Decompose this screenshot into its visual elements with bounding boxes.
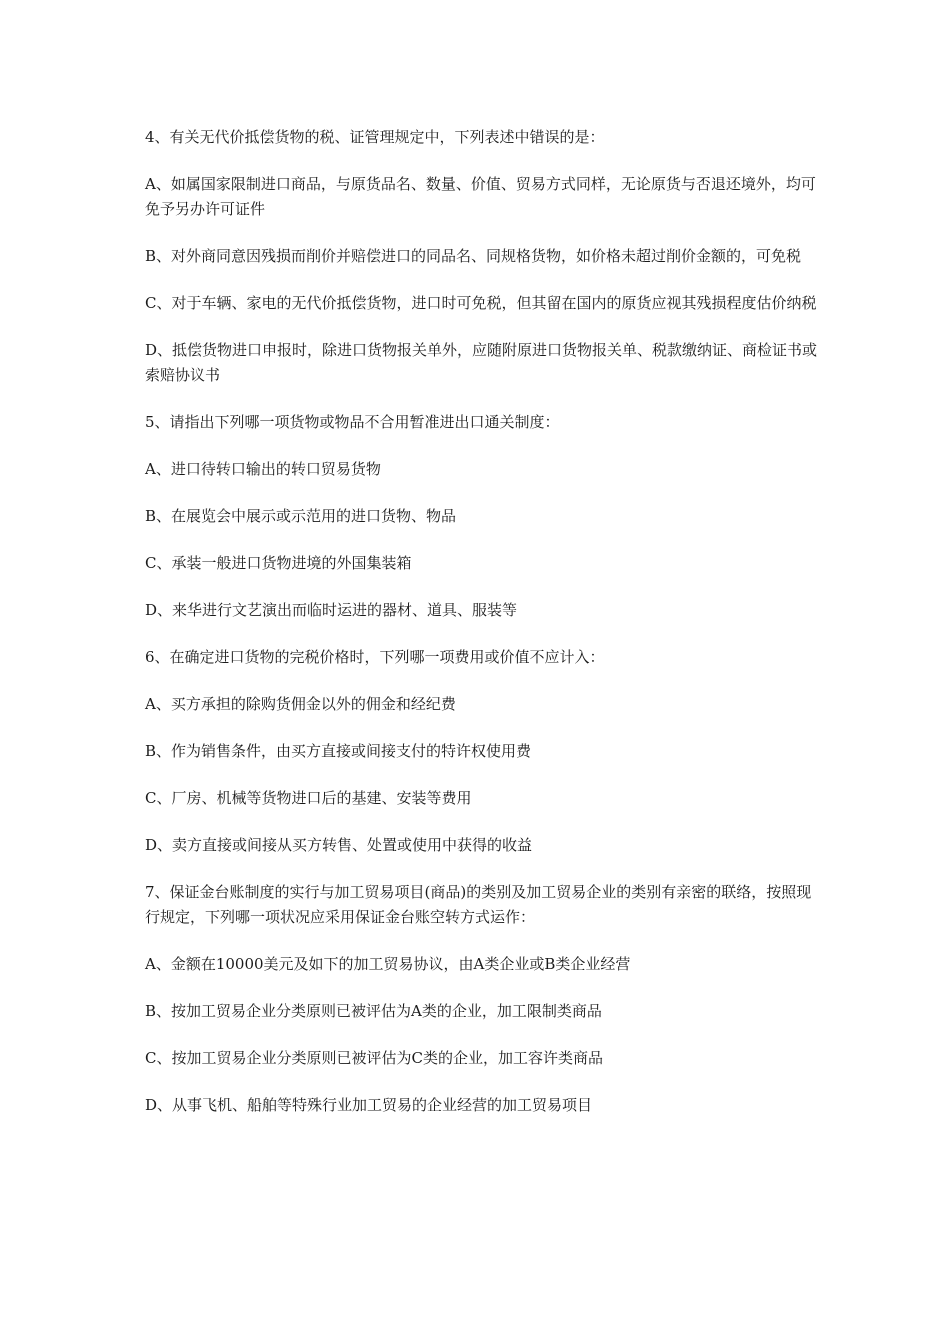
question-7: [145, 880, 820, 1118]
option-c: C、厂房、机械等货物进口后的基建、安装等费用: [145, 789, 472, 807]
option-c: C、按加工贸易企业分类原则已被评估为C类的企业，加工容许类商品: [145, 1049, 603, 1067]
option-a: A、进口待转口输出的转口贸易货物: [145, 460, 381, 478]
option-d: D、卖方直接或间接从买方转售、处置或使用中获得的收益: [145, 836, 533, 854]
question-5: [145, 410, 820, 623]
question-stem: 4、有关无代价抵偿货物的税、证管理规定中，下列表述中错误的是：: [145, 128, 605, 146]
option-b: B、在展览会中展示或示范用的进口货物、物品: [145, 507, 457, 525]
question-4: [145, 125, 820, 388]
option-d: D、从事飞机、船舶等特殊行业加工贸易的企业经营的加工贸易项目: [145, 1096, 593, 1114]
option-b: B、按加工贸易企业分类原则已被评估为A类的企业，加工限制类商品: [145, 1002, 602, 1020]
question-6: [145, 645, 820, 858]
question-stem: 6、在确定进口货物的完税价格时，下列哪一项费用或价值不应计入：: [145, 648, 605, 666]
option-c: C、对于车辆、家电的无代价抵偿货物，进口时可免税，但其留在国内的原货应视其残损程度估价纳税: [145, 294, 817, 312]
option-a: A、金额在10000美元及如下的加工贸易协议，由A类企业或B类企业经营: [145, 955, 631, 973]
option-d: D、来华进行文艺演出而临时运进的器材、道具、服装等: [145, 601, 518, 619]
option-c: C、承装一般进口货物进境的外国集装箱: [145, 554, 412, 572]
option-b: B、对外商同意因残损而削价并赔偿进口的同品名、同规格货物，如价格未超过削价金额的，可免税: [145, 247, 802, 265]
question-stem: 5、请指出下列哪一项货物或物品不合用暂准进出口通关制度：: [145, 413, 560, 431]
option-a: A、如属国家限制进口商品，与原货品名、数量、价值、贸易方式同样，无论原货与否退还境外，均可免予另办许可证件: [145, 175, 816, 218]
option-a: A、买方承担的除购货佣金以外的佣金和经纪费: [145, 695, 456, 713]
question-stem: 7、保证金台账制度的实行与加工贸易项目(商品)的类别及加工贸易企业的类别有亲密的联络，按照现行规定，下列哪一项状况应采用保证金台账空转方式运作：: [145, 883, 812, 926]
option-b: B、作为销售条件，由买方直接或间接支付的特许权使用费: [145, 742, 532, 760]
option-d: D、抵偿货物进口申报时，除进口货物报关单外，应随附原进口货物报关单、税款缴纳证、商检证书或索赔协议书: [145, 341, 818, 384]
